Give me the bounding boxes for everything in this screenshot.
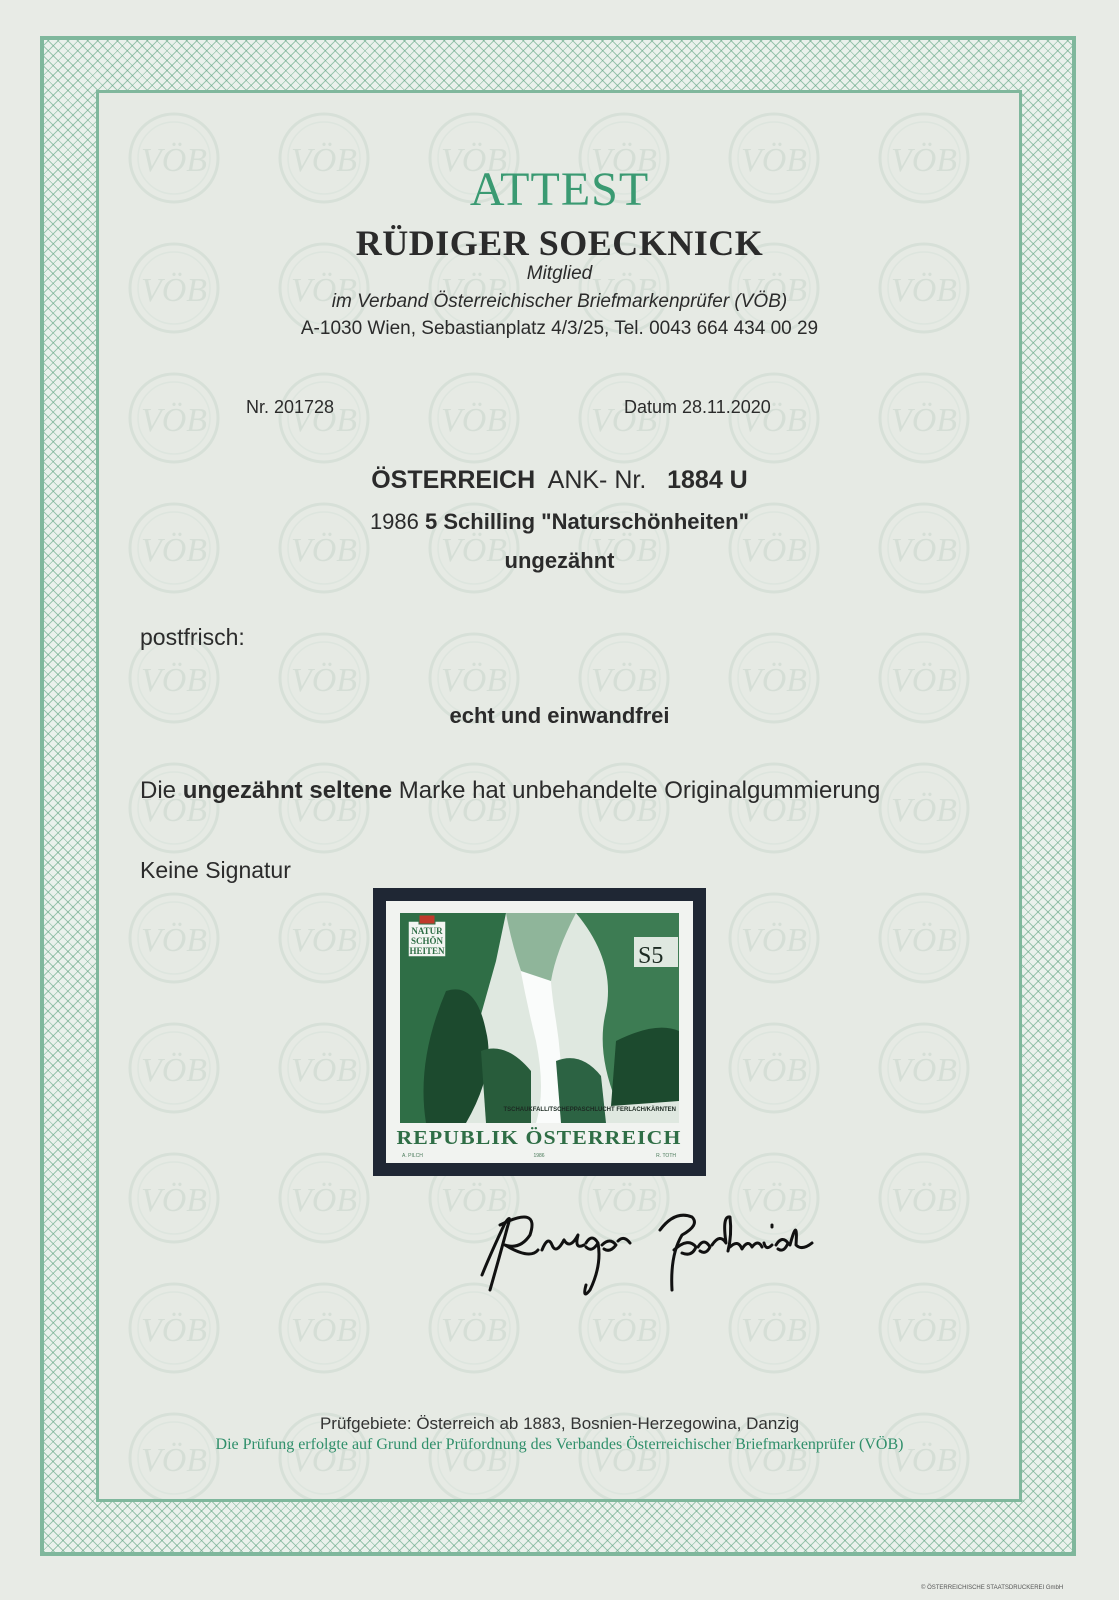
examination-fields: Prüfgebiete: Österreich ab 1883, Bosnien-Herzegowina, Danzig — [319, 1414, 800, 1433]
membership-line: Mitglied — [526, 263, 593, 284]
remark-emphasis: ungezähnt seltene — [182, 777, 393, 804]
stamp-engraver: R. TOTH — [656, 1153, 676, 1159]
stamp-caption: TSCHAUKFALL/TSCHEPPASCHLUCHT FERLACH/KÄRNTEN — [503, 1107, 676, 1113]
address-line: A-1030 Wien, Sebastianplatz 4/3/25, Tel. 0043 664 434 00 29 — [300, 318, 819, 339]
examiner-name: RÜDIGER SOECKNICK — [355, 223, 764, 263]
remark-suffix: Marke hat unbehandelte Originalgummierung — [398, 777, 881, 804]
signature-note: Keine Signatur — [140, 857, 291, 883]
svg-text:HEITEN: HEITEN — [409, 946, 445, 956]
issue-line — [0, 509, 1119, 535]
stamp-paper — [386, 901, 693, 1163]
stamp-value: S5 — [638, 943, 664, 969]
printer-imprint — [921, 1585, 1063, 1591]
certificate-number: Nr. 201728 — [246, 397, 335, 417]
verdict: echt und einwandfrei — [449, 703, 670, 728]
ank-number: 1884 U — [667, 466, 748, 494]
stamp-country: REPUBLIK ÖSTERREICH — [396, 1127, 659, 1149]
remark-prefix: Die — [140, 777, 177, 804]
condition-state: postfrisch: — [140, 624, 245, 650]
ank-label: ANK- Nr. — [547, 466, 647, 494]
copyright-icon: © — [921, 1585, 926, 1591]
handwritten-signature — [460, 1195, 840, 1305]
issue-description: 5 Schilling "Naturschönheiten" — [425, 509, 750, 534]
country: ÖSTERREICH — [371, 466, 536, 494]
association-line: im Verband Österreichischer Briefmarkenprüfer (VÖB) — [331, 291, 788, 312]
stamp-year: 1986 — [533, 1153, 545, 1159]
remark-line — [140, 777, 880, 805]
examination-basis: Die Prüfung erfolgte auf Grund der Prüfordnung des Verbandes Österreichischer Briefmarkenprüfer (VÖB) — [215, 1436, 904, 1453]
issue-year: 1986 — [369, 509, 419, 534]
stamp-photo — [373, 888, 706, 1176]
printer-name: ÖSTERREICHISCHE STAATSDRUCKEREI GmbH — [927, 1585, 1064, 1591]
attest-title: ATTEST — [469, 163, 650, 216]
svg-text:NATUR: NATUR — [411, 926, 443, 936]
stamp-designer: A. PILCH — [402, 1153, 423, 1159]
variant-line: ungezähnt — [504, 548, 615, 573]
catalogue-line — [0, 466, 1119, 495]
stamp-image — [386, 901, 693, 1163]
certificate-date: Datum 28.11.2020 — [624, 397, 771, 417]
svg-text:SCHÖN: SCHÖN — [410, 936, 444, 946]
